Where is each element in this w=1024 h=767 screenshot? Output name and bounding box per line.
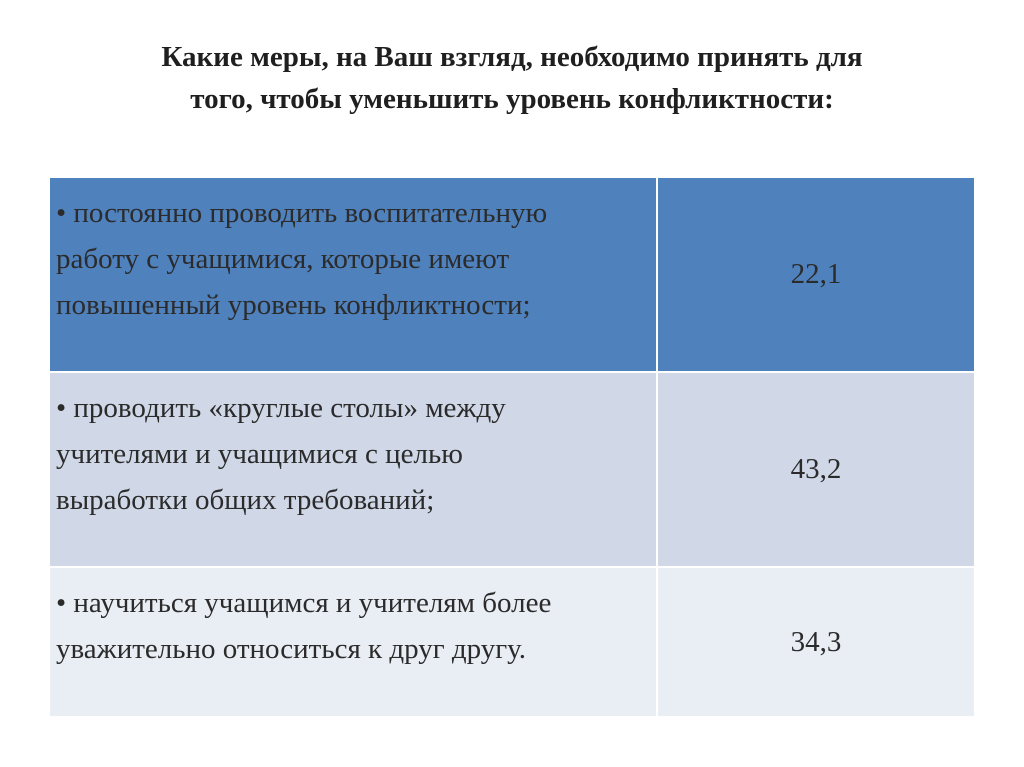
slide-title <box>60 36 964 120</box>
measure-value-cell: 43,2 <box>658 373 974 566</box>
measures-table <box>50 178 974 716</box>
measure-text-cell <box>50 373 656 566</box>
measure-text-line: уважительно относиться к друг другу. <box>56 633 527 665</box>
table-row <box>50 568 974 716</box>
table-row <box>50 373 974 566</box>
measure-text-line: • постоянно проводить воспитательную <box>56 197 548 229</box>
measure-text-line: повышенный уровень конфликтности; <box>56 289 531 321</box>
measure-text-line: учителями и учащимися с целью <box>56 438 463 470</box>
measure-value-cell: 22,1 <box>658 178 974 371</box>
title-line-1: Какие меры, на Ваш взгляд, необходимо принять для <box>161 41 863 73</box>
measure-text-cell <box>50 178 656 371</box>
title-line-2: того, чтобы уменьшить уровень конфликтности: <box>190 83 834 115</box>
measure-text-line: • научиться учащимся и учителям более <box>56 587 552 619</box>
table-row <box>50 178 974 371</box>
measure-value-cell: 34,3 <box>658 568 974 716</box>
measure-text-line: • проводить «круглые столы» между <box>56 392 506 424</box>
measure-text-line: работу с учащимися, которые имеют <box>56 243 510 275</box>
measure-text-line: выработки общих требований; <box>56 484 435 516</box>
measure-text-cell <box>50 568 656 716</box>
